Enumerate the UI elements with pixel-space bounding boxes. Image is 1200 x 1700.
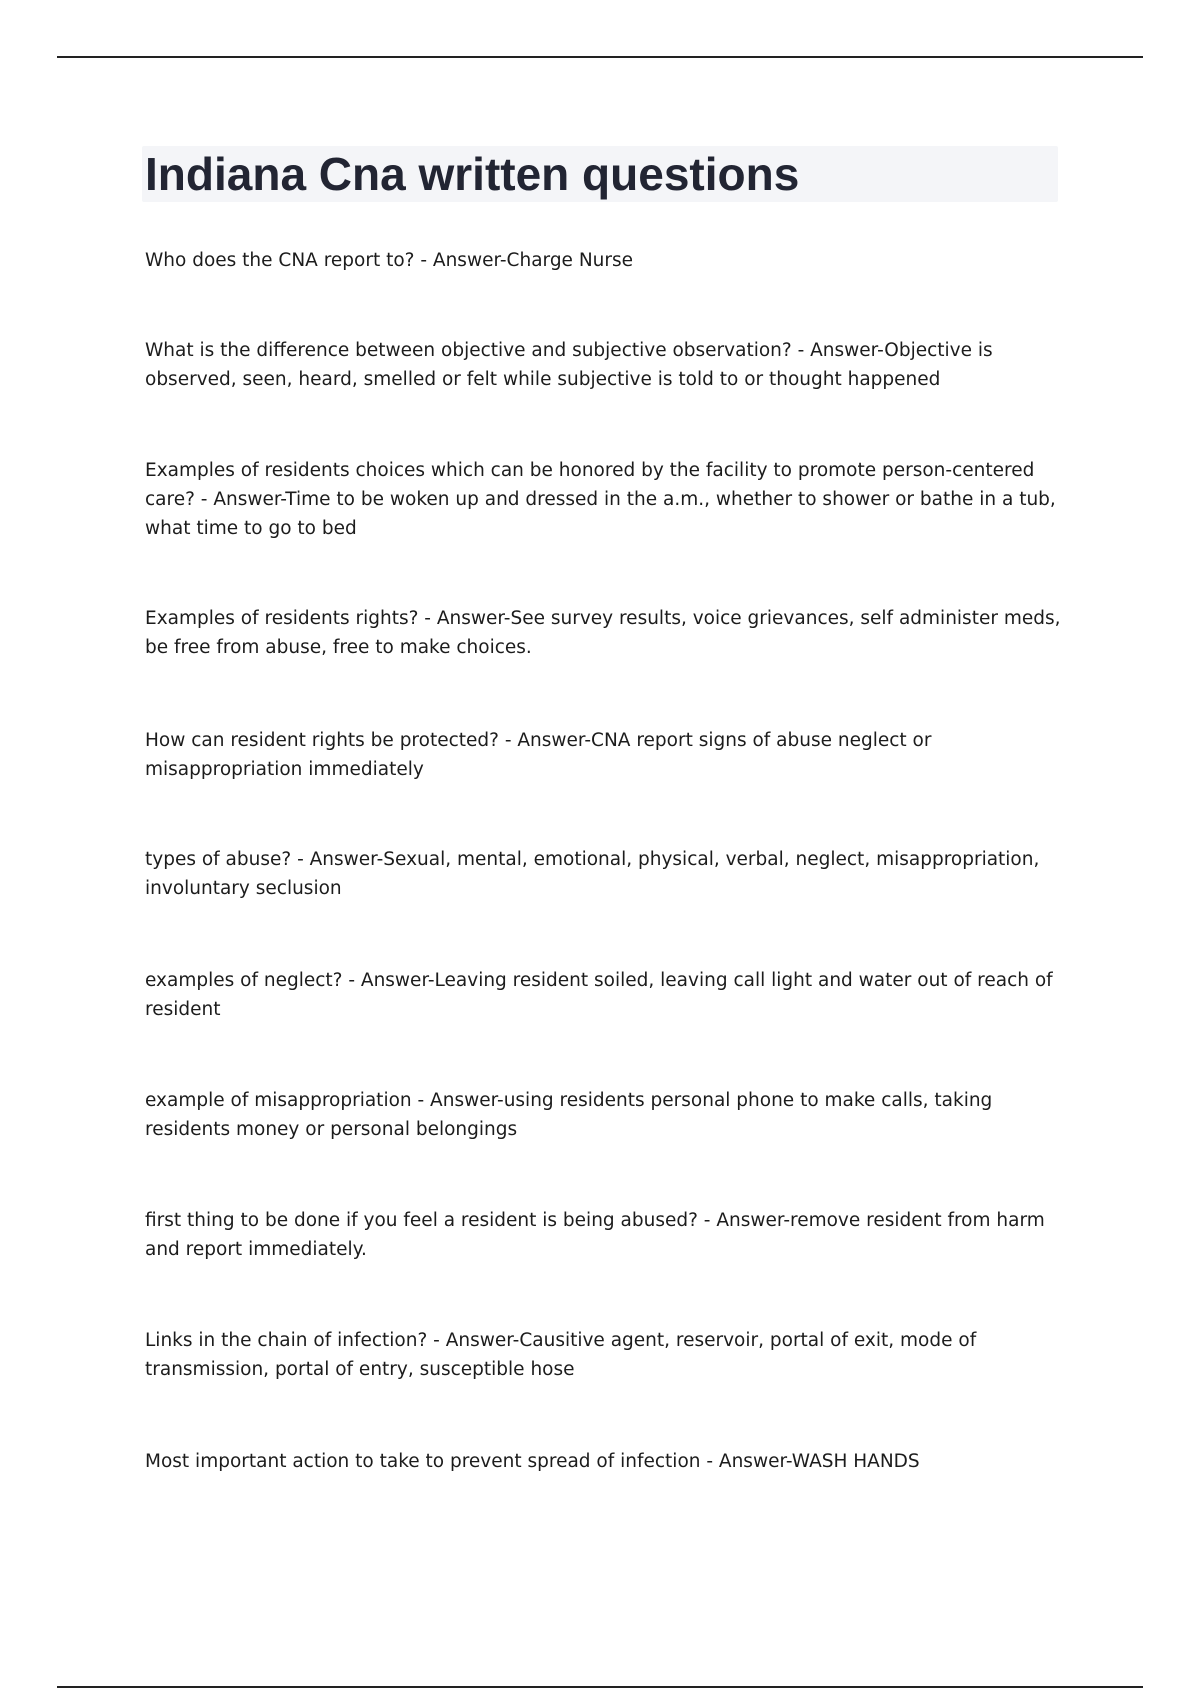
qa-item-8: example of misappropriation - Answer-using residents personal phone to make calls, taking residents money or personal belongings: [145, 1090, 993, 1140]
qa-item-4: Examples of residents rights? - Answer-See survey results, voice grievances, self administer meds, be free from abuse, free to make choices.: [145, 608, 1061, 658]
qa-item-11: Most important action to take to prevent spread of infection - Answer-WASH HANDS: [145, 1451, 920, 1472]
qa-item-7: examples of neglect? - Answer-Leaving resident soiled, leaving call light and water out of reach of resident: [145, 970, 1053, 1020]
qa-item-9: first thing to be done if you feel a resident is being abused? - Answer-remove resident from harm and report immediately.: [145, 1210, 1045, 1260]
top-rule: [57, 56, 1143, 58]
bottom-rule: [57, 1686, 1143, 1688]
qa-item-3: Examples of residents choices which can be honored by the facility to promote person-centered care? - Answer-Time to be woken up and dressed in the a.m., whether to shower or bathe in a tub, what time to go to bed: [145, 460, 1056, 539]
page-title: Indiana Cna written questions: [145, 148, 800, 200]
qa-item-5: How can resident rights be protected? - Answer-CNA report signs of abuse neglect or misappropriation immediately: [145, 730, 932, 780]
qa-item-10: Links in the chain of infection? - Answer-Causitive agent, reservoir, portal of exit, mode of transmission, portal of entry, susceptible hose: [145, 1330, 977, 1380]
qa-item-6: types of abuse? - Answer-Sexual, mental, emotional, physical, verbal, neglect, misappropriation, involuntary seclusion: [145, 849, 1040, 899]
qa-item-1: Who does the CNA report to? - Answer-Charge Nurse: [145, 250, 634, 271]
qa-item-2: What is the difference between objective and subjective observation? - Answer-Objective is observed, seen, heard, smelled or felt while subjective is told to or thought happened: [145, 340, 993, 390]
